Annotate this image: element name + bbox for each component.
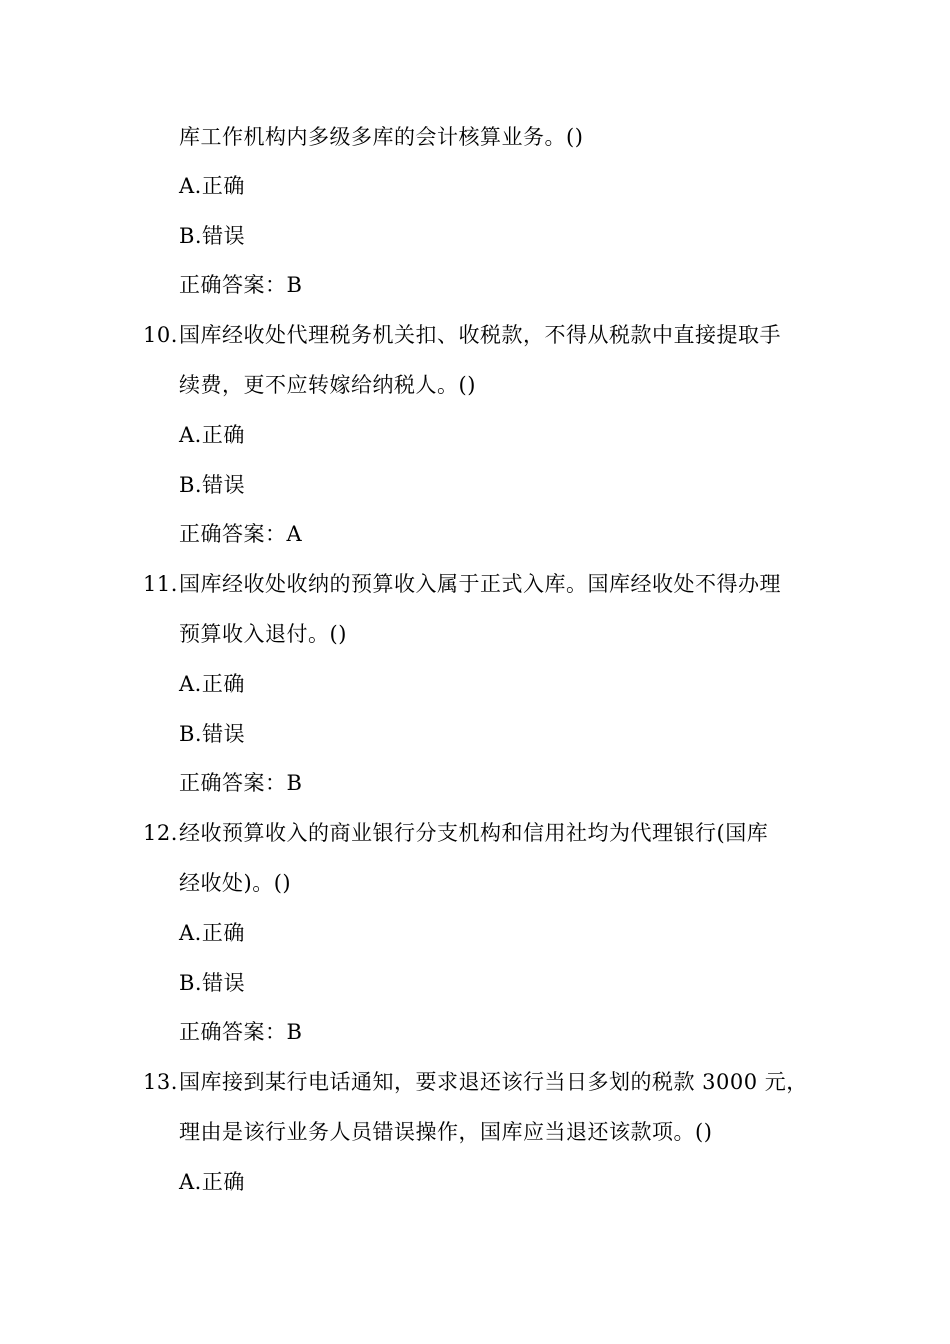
answer-text: 正确答案：A <box>179 522 303 546</box>
question-number: 10. <box>143 323 178 347</box>
option-text: A.正确 <box>179 672 245 696</box>
question-text-line: 库工作机构内多级多库的会计核算业务。() <box>179 125 584 149</box>
question-text-line: 国库经收处代理税务机关扣、收税款，不得从税款中直接提取手 <box>179 323 781 347</box>
option-text: B.错误 <box>179 722 246 746</box>
answer-text: 正确答案：B <box>179 1020 303 1044</box>
question-text-line: 经收预算收入的商业银行分支机构和信用社均为代理银行(国库 <box>179 821 769 845</box>
question-number: 12. <box>143 821 178 845</box>
option-text: A.正确 <box>179 1170 245 1194</box>
answer-text: 正确答案：B <box>179 273 303 297</box>
question-text-line: 预算收入退付。() <box>179 622 347 646</box>
option-text: A.正确 <box>179 174 245 198</box>
question-text-line: 国库经收处收纳的预算收入属于正式入库。国库经收处不得办理 <box>179 572 781 596</box>
option-text: A.正确 <box>179 921 245 945</box>
question-text-line: 经收处)。() <box>179 871 292 895</box>
question-number: 13. <box>143 1070 178 1094</box>
option-text: B.错误 <box>179 971 246 995</box>
answer-text: 正确答案：B <box>179 771 303 795</box>
question-text-line: 国库接到某行电话通知，要求退还该行当日多划的税款 3000 元， <box>179 1070 808 1094</box>
option-text: B.错误 <box>179 224 246 248</box>
question-text-line: 续费，更不应转嫁给纳税人。() <box>179 373 476 397</box>
option-text: A.正确 <box>179 423 245 447</box>
question-number: 11. <box>143 572 178 596</box>
option-text: B.错误 <box>179 473 246 497</box>
question-text-line: 理由是该行业务人员错误操作，国库应当退还该款项。() <box>179 1120 713 1144</box>
